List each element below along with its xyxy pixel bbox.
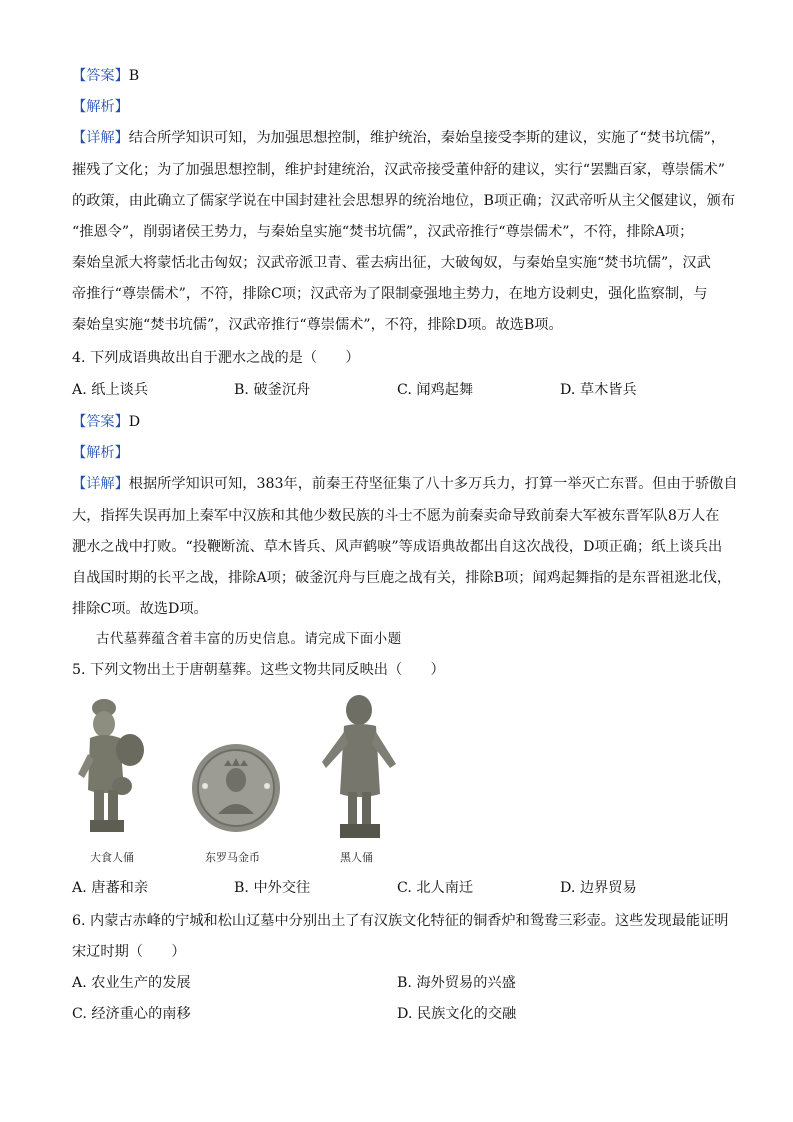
q3-detail-line: 秦始皇派大将蒙恬北击匈奴；汉武帝派卫青、霍去病出征，大破匈奴，与秦始皇实施“焚书坑儒”，汉武 [72,255,711,271]
caption-african-figurine: 黑人俑 [340,851,373,864]
byzantine-coin-image [188,740,284,836]
q4-answer-line [72,412,140,432]
answer-value: B [128,68,140,84]
q4-detail-first [72,474,738,494]
q3-detail-line: 的政策，由此确立了儒家学说在中国封建社会思想界的统治地位，B项正确；汉武帝听从主父偃建议，颁布 [72,193,736,209]
q4-option-c: C. 闻鸡起舞 [397,382,474,398]
group-note: 古代墓葬蕴含着丰富的历史信息。请完成下面小题 [96,632,402,647]
figurine-arab-image [68,694,158,844]
q4-question: 4. 下列成语典故出自于淝水之战的是（ ） [72,350,360,366]
detail-tag: 【详解】 [72,476,129,492]
q5-option-c: C. 北人南迁 [397,880,474,896]
q4-detail-line: 自战国时期的长平之战，排除A项；破釜沉舟与巨鹿之战有关，排除B项；闻鸡起舞指的是东晋祖逖北伐， [72,570,732,586]
q3-detail-line: 摧残了文化；为了加强思想控制，维护封建统治，汉武帝接受董仲舒的建议，实行“罢黜百家，尊崇儒术” [72,162,725,178]
q5-option-a: A. 唐蕃和亲 [72,880,149,896]
q4-detail-line: 大，指挥失误再加上秦军中汉族和其他少数民族的斗士不愿为前秦卖命导致前秦大军被东晋军队8万人在 [72,508,720,524]
q4-detail-text: 根据所学知识可知，383年，前秦王苻坚征集了八十多万兵力，打算一举灭亡东晋。但由于骄傲自 [128,476,738,492]
q3-analysis-heading [72,97,129,117]
q3-detail-line: 帝推行“尊崇儒术”，不符，排除C项；汉武帝为了限制豪强地主势力，在地方设刺史，强化监察制，与 [72,286,708,302]
q6-option-c: C. 经济重心的南移 [72,1006,191,1022]
q4-detail-line: 排除C项。故选D项。 [72,601,208,617]
q4-analysis-heading [72,443,129,463]
q3-detail-line: “推恩令”，削弱诸侯王势力，与秦始皇实施“焚书坑儒”，汉武帝推行“尊崇儒术”，不符，排除A项； [72,224,694,240]
q3-detail-first [72,128,725,148]
q6-question-line: 6. 内蒙古赤峰的宁城和松山辽墓中分别出土了有汉族文化特征的铜香炉和鸳鸯三彩壶。这些发现最能证明 [72,913,729,929]
q3-detail-text: 结合所学知识可知，为加强思想控制，维护统治，秦始皇接受李斯的建议，实施了“焚书坑儒”， [128,130,725,146]
q4-option-b: B. 破釜沉舟 [234,382,311,398]
answer-tag: 【答案】 [72,68,129,84]
q4-detail-line: 淝水之战中打败。“投鞭断流、草木皆兵、风声鹤唳”等成语典故都出自这次战役，D项正确；纸上谈兵出 [72,539,723,555]
q5-option-b: B. 中外交往 [234,880,311,896]
analysis-tag: 【解析】 [72,99,129,115]
q6-option-b: B. 海外贸易的兴盛 [397,975,516,991]
answer-value: D [128,414,141,430]
q3-detail-line: 秦始皇实施“焚书坑儒”，汉武帝推行“尊崇儒术”，不符，排除D项。故选B项。 [72,317,563,333]
q3-answer-line [72,66,139,86]
caption-arab-figurine: 大食人俑 [90,851,134,864]
caption-byzantine-coin: 东罗马金币 [205,851,260,864]
q5-question: 5. 下列文物出土于唐朝墓葬。这些文物共同反映出（ ） [72,662,445,678]
detail-tag: 【详解】 [72,130,129,146]
q4-option-a: A. 纸上谈兵 [72,382,149,398]
q6-option-a: A. 农业生产的发展 [72,975,191,991]
q4-option-d: D. 草木皆兵 [560,382,637,398]
q6-option-d: D. 民族文化的交融 [397,1006,517,1022]
q6-question-line: 宋辽时期（ ） [72,944,186,960]
q5-option-d: D. 边界贸易 [560,880,637,896]
analysis-tag: 【解析】 [72,445,129,461]
answer-tag: 【答案】 [72,414,129,430]
figurine-african-image [314,688,404,844]
